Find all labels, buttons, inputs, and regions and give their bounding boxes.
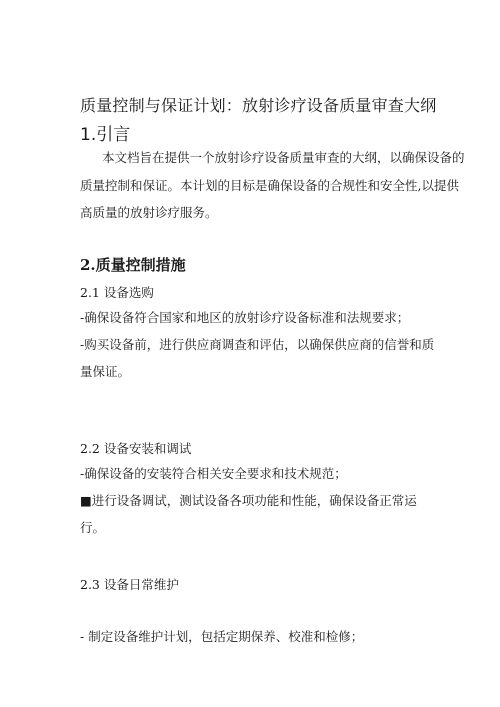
subsection-heading-equipment-purchase: 2.1 设备选购 (80, 285, 154, 300)
subsection-heading-installation: 2.2 设备安装和调试 (80, 441, 192, 456)
section-heading-intro: 1.引言 (80, 125, 131, 145)
list-item: - 制定设备维护计划，包括定期保养、校准和检修； (80, 629, 364, 644)
list-item: -确保设备的安装符合相关安全要求和技术规范； (80, 466, 347, 481)
subsection-heading-daily-maintenance: 2.3 设备日常维护 (80, 577, 179, 592)
intro-paragraph-line: 高质量的放射诊疗服务。 (80, 205, 218, 220)
document-title: 质量控制与保证计划：放射诊疗设备质量审查大纲 (80, 96, 437, 115)
list-item-continuation: 行。 (80, 520, 106, 535)
list-item: -购买设备前，进行供应商调查和评估，以确保供应商的信誉和质 (80, 337, 435, 352)
list-item: ■进行设备调试，测试设备各项功能和性能，确保设备正常运 (80, 493, 417, 508)
list-item: -确保设备符合国家和地区的放射诊疗设备标准和法规要求； (80, 310, 410, 325)
intro-paragraph-line: 本文档旨在提供一个放射诊疗设备质量审查的大纲，以确保设备的 (102, 150, 465, 165)
list-item-continuation: 量保证。 (80, 364, 131, 379)
section-heading-quality-control: 2.质量控制措施 (80, 256, 186, 274)
intro-paragraph-line: 质量控制和保证。本计划的目标是确保设备的合规性和安全性,以提供 (80, 178, 459, 193)
